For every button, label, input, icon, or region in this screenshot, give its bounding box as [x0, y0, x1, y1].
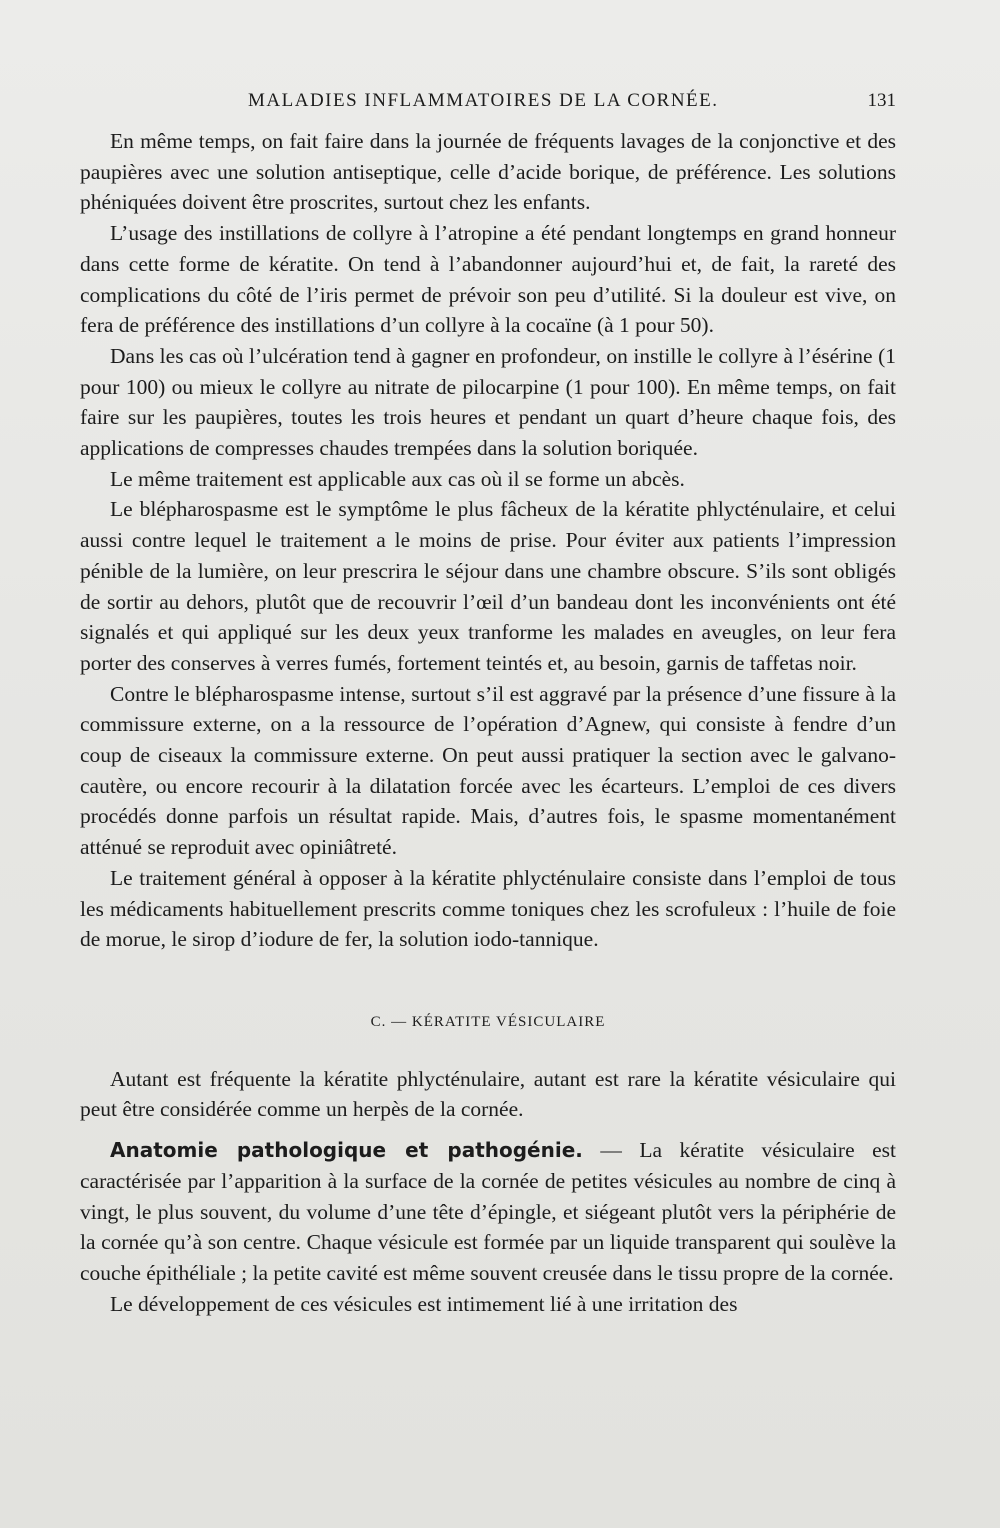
paragraph-blepharospasme: Le blépharospasme est le symptôme le plus fâcheux de la kératite phlycténulaire, et celui aussi contre lequel le traitement a le moins de prise. Pour éviter aux patients l’impression pénible de la lumière, on leur prescrira le séjour dans une chambre obscure. S’ils sont obligés de sortir au dehors, plutôt que de recouvrir l’œil d’un bandeau dont les inconvénients ont été signalés et qui appliqué sur les deux yeux tranforme les malades en aveugles, on leur fera porter des conserves à verres fumés, fortement teintés et, au besoin, garnis de taffetas noir.: [80, 497, 896, 675]
paragraph-developpement: Le développement de ces vésicules est intimement lié à une irritation des: [110, 1291, 738, 1316]
paragraph-section-intro: Autant est fréquente la kératite phlycténulaire, autant est rare la kératite vésiculaire qui peut être considérée comme un herpès de la cornée.: [80, 1066, 896, 1122]
subheading-text: — La kératite vésiculaire est caractérisée par l’apparition à la surface de la cornée de petites vésicules au nombre de cinq à vingt, le plus souvent, du volume d’une tête d’épingle, et siégeant plutôt vers la périphérie de la cornée qu’à son centre. Chaque vésicule est formée par un liquide transparent qui soulève la couche épithéliale ; la petite cavité est même souvent creusée dans le tissu propre de la cornée.: [80, 1138, 897, 1285]
paragraph-abces: Le même traitement est applicable aux cas où il se forme un abcès.: [110, 466, 685, 491]
paragraph-gap: [80, 1125, 896, 1135]
section-heading: C. — KÉRATITE VÉSICULAIRE: [370, 1013, 606, 1030]
running-title: MALADIES INFLAMMATOIRES DE LA CORNÉE.: [248, 90, 719, 111]
paragraph-ulceration: Dans les cas où l’ulcération tend à gagner en profondeur, on instille le collyre à l’ésérine (1 pour 100) ou mieux le collyre au nitrate de pilocarpine (1 pour 100). En même temps, on fait faire sur les paupières, toutes les trois heures et pendant un quart d’heure chaque fois, des applications de compresses chaudes trempées dans la solution boriquée.: [80, 343, 896, 461]
paragraph-lavages: En même temps, on fait faire dans la journée de fréquents lavages de la conjonctive et des paupières avec une solution antiseptique, celle d’acide borique, de préférence. Les solutions phéniquées doivent être proscrites, surtout chez les enfants.: [80, 129, 896, 215]
page-number: 131: [867, 90, 896, 111]
subheading: Anatomie pathologique et pathogénie.: [110, 1138, 583, 1163]
paragraph-anatomie: [80, 1135, 896, 1289]
page-header: [80, 90, 896, 120]
page-body: [80, 126, 896, 1319]
paragraph-traitement-general: Le traitement général à opposer à la kératite phlycténulaire consiste dans l’emploi de tous les médicaments habituellement prescrits comme toniques chez les scrofuleux : l’huile de foie de morue, le sirop d’iodure de fer, la solution iodo-tannique.: [80, 865, 896, 952]
paragraph-agnew: Contre le blépharospasme intense, surtout s’il est aggravé par la présence d’une fissure à la commissure externe, on a la ressource de l’opération d’Agnew, qui consiste à fendre d’un coup de ciseaux la commissure externe. On peut aussi pratiquer la section avec le galvano-cautère, ou encore recourir à la dilatation forcée avec les écarteurs. L’emploi de ces divers procédés donne parfois un résultat rapide. Mais, d’autres fois, le spasme momentanément atténué se reproduit avec opiniâtreté.: [80, 681, 896, 860]
paragraph-atropine: L’usage des instillations de collyre à l’atropine a été pendant longtemps en grand honneur dans cette forme de kératite. On tend à l’abandonner aujourd’hui et, de fait, la rareté des complications du côté de l’iris permet de prévoir son peu d’utilité. Si la douleur est vive, on fera de préférence des instillations d’un collyre à la cocaïne (à 1 pour 50).: [80, 221, 896, 338]
